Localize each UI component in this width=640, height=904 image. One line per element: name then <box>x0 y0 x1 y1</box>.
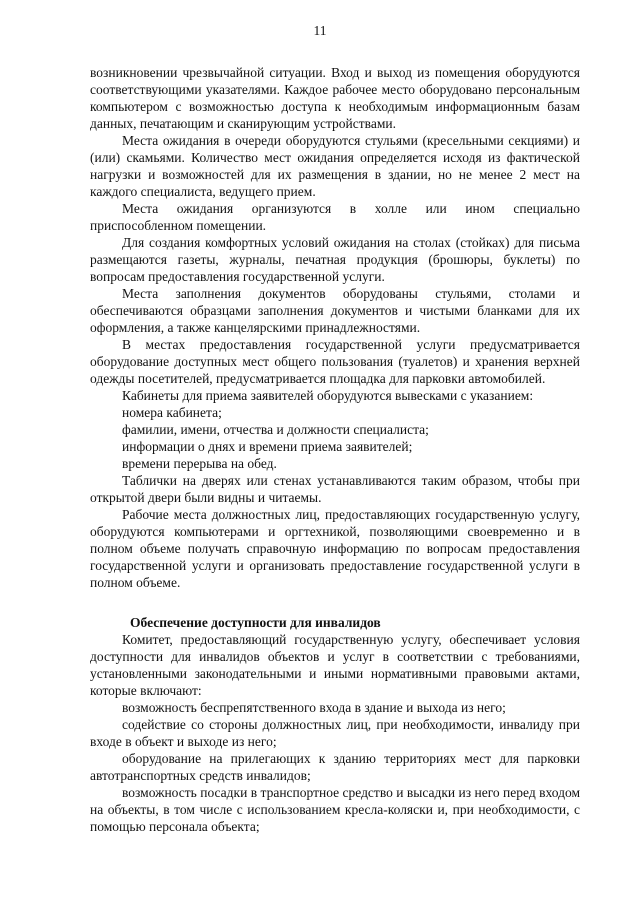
paragraph: Места заполнения документов оборудованы стульями, столами и обеспечиваются образцами заполнения документов и чистыми бланками для их оформления, а также канцелярскими принадлежностями. <box>90 286 580 335</box>
paragraph: Для создания комфортных условий ожидания на столах (стойках) для письма размещаются газеты, журналы, печатная продукция (брошюры, буклеты) по вопросам предоставления государственной услуги. <box>90 235 580 284</box>
section-heading: Обеспечение доступности для инвалидов <box>130 615 381 630</box>
paragraph: возможность посадки в транспортное средство и высадки из него перед входом на объекты, в том числе с использованием кресла-коляски и, при необходимости, с помощью персонала объекта; <box>90 785 580 834</box>
paragraph: В местах предоставления государственной услуги предусматривается оборудование доступных мест общего пользования (туалетов) и хранения верхней одежды посетителей, предусматривается площадка для парковки автомобилей. <box>90 337 580 386</box>
paragraph: оборудование на прилегающих к зданию территориях мест для парковки автотранспортных средств инвалидов; <box>90 751 580 783</box>
paragraphs-bottom <box>90 631 580 835</box>
paragraph: Кабинеты для приема заявителей оборудуются вывесками с указанием: <box>122 388 534 403</box>
paragraph: содействие со стороны должностных лиц, при необходимости, инвалиду при входе в объект и выходе из него; <box>90 717 580 749</box>
paragraph: информации о днях и времени приема заявителей; <box>122 439 413 454</box>
paragraph: Таблички на дверях или стенах устанавливаются таким образом, чтобы при открытой двери были видны и читаемы. <box>90 473 580 505</box>
paragraph: Места ожидания организуются в холле или ином специально приспособленном помещении. <box>90 201 580 233</box>
paragraph: Комитет, предоставляющий государственную услугу, обеспечивает условия доступности для инвалидов объектов и услуг в соответствии с требованиями, установленными законодательными и иными нормативными правовыми актами, которые включают: <box>90 632 580 698</box>
paragraph: возникновении чрезвычайной ситуации. Вход и выход из помещения оборудуются соответствующими указателями. Каждое рабочее место оборудовано персональным компьютером с возможностью доступа к необходимым информационным базам данных, печатающим и сканирующим устройствами. <box>90 65 580 131</box>
paragraph: Места ожидания в очереди оборудуются стульями (кресельными секциями) и (или) скамьями. Количество мест ожидания определяется исходя из фактической нагрузки и возможностей для их размещения в здании, но не менее 2 мест на каждого специалиста, ведущего прием. <box>90 133 580 199</box>
document-body <box>90 64 580 835</box>
paragraph: Рабочие места должностных лиц, предоставляющих государственную услугу, оборудуются компьютерами и оргтехникой, позволяющими своевременно и в полном объеме получать справочную информацию по вопросам предоставления государственной услуги и организовать предоставление государственной услуги в полном объеме. <box>90 507 580 590</box>
paragraph: номера кабинета; <box>122 405 222 420</box>
page-number: 11 <box>313 23 327 38</box>
paragraph: фамилии, имени, отчества и должности специалиста; <box>122 422 429 437</box>
paragraphs-top <box>90 64 580 591</box>
paragraph: возможность беспрепятственного входа в здание и выхода из него; <box>122 700 506 715</box>
paragraph: времени перерыва на обед. <box>122 456 277 471</box>
